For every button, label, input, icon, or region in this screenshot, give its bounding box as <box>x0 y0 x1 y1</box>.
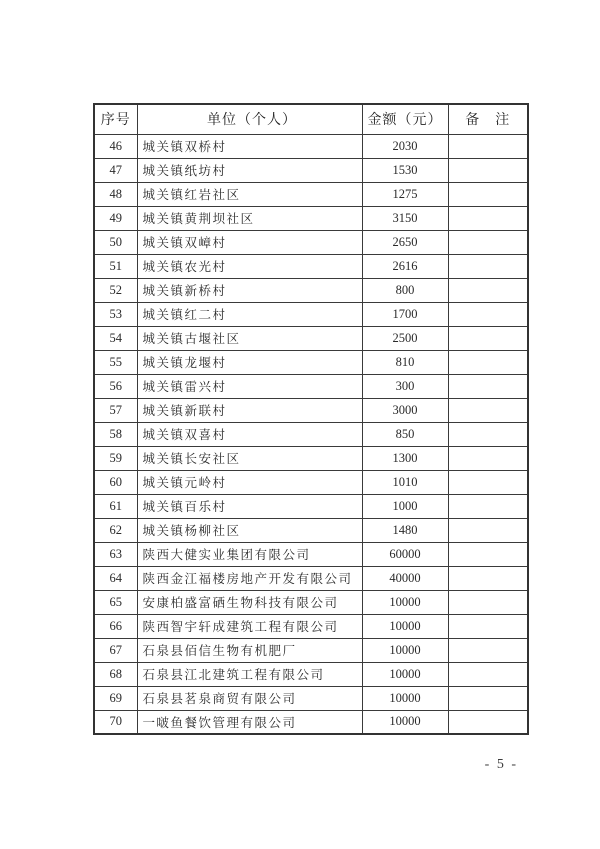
header-row <box>94 104 528 134</box>
cell-serial-number: 62 <box>94 518 137 542</box>
cell-amount: 10000 <box>362 590 448 614</box>
header-unit-name: 单位（个人） <box>137 104 362 134</box>
cell-amount: 1275 <box>362 182 448 206</box>
cell-serial-number: 49 <box>94 206 137 230</box>
cell-unit-name: 安康柏盛富硒生物科技有限公司 <box>137 590 362 614</box>
page-number: - 5 - <box>484 757 518 772</box>
cell-amount: 1000 <box>362 494 448 518</box>
table-row <box>94 614 528 638</box>
cell-serial-number: 57 <box>94 398 137 422</box>
table-row <box>94 662 528 686</box>
cell-note <box>448 374 528 398</box>
cell-note <box>448 134 528 158</box>
table-row <box>94 182 528 206</box>
cell-note <box>448 590 528 614</box>
table-row <box>94 542 528 566</box>
cell-amount: 850 <box>362 422 448 446</box>
cell-unit-name: 城关镇新联村 <box>137 398 362 422</box>
table-row <box>94 158 528 182</box>
cell-unit-name: 城关镇元岭村 <box>137 470 362 494</box>
cell-unit-name: 城关镇新桥村 <box>137 278 362 302</box>
cell-note <box>448 686 528 710</box>
cell-amount: 2030 <box>362 134 448 158</box>
cell-unit-name: 城关镇雷兴村 <box>137 374 362 398</box>
cell-serial-number: 47 <box>94 158 137 182</box>
cell-amount: 2616 <box>362 254 448 278</box>
cell-serial-number: 56 <box>94 374 137 398</box>
table-row <box>94 494 528 518</box>
table-row <box>94 590 528 614</box>
table-row <box>94 326 528 350</box>
cell-amount: 1530 <box>362 158 448 182</box>
cell-unit-name: 城关镇红岩社区 <box>137 182 362 206</box>
cell-note <box>448 494 528 518</box>
cell-amount: 10000 <box>362 614 448 638</box>
cell-note <box>448 302 528 326</box>
cell-amount: 10000 <box>362 710 448 734</box>
cell-unit-name: 城关镇红二村 <box>137 302 362 326</box>
header-note: 备 注 <box>448 104 528 134</box>
cell-unit-name: 城关镇农光村 <box>137 254 362 278</box>
cell-unit-name: 一啵鱼餐饮管理有限公司 <box>137 710 362 734</box>
cell-unit-name: 城关镇双桥村 <box>137 134 362 158</box>
cell-amount: 40000 <box>362 566 448 590</box>
cell-amount: 2500 <box>362 326 448 350</box>
cell-amount: 800 <box>362 278 448 302</box>
cell-serial-number: 59 <box>94 446 137 470</box>
cell-note <box>448 206 528 230</box>
cell-unit-name: 石泉县江北建筑工程有限公司 <box>137 662 362 686</box>
cell-unit-name: 城关镇黄荆坝社区 <box>137 206 362 230</box>
cell-note <box>448 422 528 446</box>
cell-serial-number: 48 <box>94 182 137 206</box>
cell-note <box>448 326 528 350</box>
cell-amount: 2650 <box>362 230 448 254</box>
cell-note <box>448 278 528 302</box>
cell-serial-number: 63 <box>94 542 137 566</box>
table-row <box>94 374 528 398</box>
table-row <box>94 566 528 590</box>
cell-serial-number: 70 <box>94 710 137 734</box>
cell-serial-number: 67 <box>94 638 137 662</box>
cell-serial-number: 55 <box>94 350 137 374</box>
table-row <box>94 350 528 374</box>
cell-note <box>448 710 528 734</box>
header-amount: 金额（元） <box>362 104 448 134</box>
cell-unit-name: 陕西大健实业集团有限公司 <box>137 542 362 566</box>
cell-unit-name: 石泉县佰信生物有机肥厂 <box>137 638 362 662</box>
cell-serial-number: 46 <box>94 134 137 158</box>
cell-note <box>448 446 528 470</box>
cell-note <box>448 566 528 590</box>
header-serial-number: 序号 <box>94 104 137 134</box>
cell-note <box>448 398 528 422</box>
cell-unit-name: 陕西智宇轩成建筑工程有限公司 <box>137 614 362 638</box>
table-row <box>94 422 528 446</box>
cell-amount: 3150 <box>362 206 448 230</box>
cell-amount: 10000 <box>362 638 448 662</box>
cell-serial-number: 68 <box>94 662 137 686</box>
cell-note <box>448 182 528 206</box>
cell-amount: 60000 <box>362 542 448 566</box>
cell-unit-name: 城关镇长安社区 <box>137 446 362 470</box>
cell-unit-name: 城关镇纸坊村 <box>137 158 362 182</box>
cell-serial-number: 51 <box>94 254 137 278</box>
cell-note <box>448 638 528 662</box>
cell-amount: 1700 <box>362 302 448 326</box>
cell-amount: 10000 <box>362 686 448 710</box>
cell-amount: 300 <box>362 374 448 398</box>
table-row <box>94 230 528 254</box>
cell-unit-name: 城关镇龙堰村 <box>137 350 362 374</box>
table-body <box>94 134 528 734</box>
table-row <box>94 398 528 422</box>
cell-amount: 810 <box>362 350 448 374</box>
donation-table <box>93 103 529 735</box>
table-row <box>94 710 528 734</box>
cell-amount: 3000 <box>362 398 448 422</box>
cell-unit-name: 城关镇百乐村 <box>137 494 362 518</box>
cell-unit-name: 石泉县茗泉商贸有限公司 <box>137 686 362 710</box>
cell-note <box>448 470 528 494</box>
cell-unit-name: 陕西金江福楼房地产开发有限公司 <box>137 566 362 590</box>
cell-serial-number: 60 <box>94 470 137 494</box>
table-row <box>94 518 528 542</box>
cell-note <box>448 230 528 254</box>
cell-note <box>448 158 528 182</box>
table-row <box>94 686 528 710</box>
cell-serial-number: 52 <box>94 278 137 302</box>
cell-note <box>448 350 528 374</box>
cell-unit-name: 城关镇杨柳社区 <box>137 518 362 542</box>
cell-serial-number: 65 <box>94 590 137 614</box>
table-row <box>94 134 528 158</box>
cell-note <box>448 614 528 638</box>
table-row <box>94 206 528 230</box>
cell-note <box>448 662 528 686</box>
cell-amount: 10000 <box>362 662 448 686</box>
table-header <box>94 104 528 134</box>
cell-unit-name: 城关镇古堰社区 <box>137 326 362 350</box>
cell-note <box>448 254 528 278</box>
table-row <box>94 302 528 326</box>
cell-note <box>448 518 528 542</box>
cell-serial-number: 50 <box>94 230 137 254</box>
cell-serial-number: 54 <box>94 326 137 350</box>
table-row <box>94 254 528 278</box>
cell-serial-number: 66 <box>94 614 137 638</box>
table-row <box>94 446 528 470</box>
cell-unit-name: 城关镇双喜村 <box>137 422 362 446</box>
cell-unit-name: 城关镇双嶂村 <box>137 230 362 254</box>
cell-serial-number: 58 <box>94 422 137 446</box>
cell-serial-number: 61 <box>94 494 137 518</box>
table-row <box>94 638 528 662</box>
cell-amount: 1480 <box>362 518 448 542</box>
table-row <box>94 278 528 302</box>
cell-serial-number: 53 <box>94 302 137 326</box>
cell-amount: 1010 <box>362 470 448 494</box>
cell-serial-number: 69 <box>94 686 137 710</box>
cell-amount: 1300 <box>362 446 448 470</box>
cell-note <box>448 542 528 566</box>
cell-serial-number: 64 <box>94 566 137 590</box>
table-row <box>94 470 528 494</box>
